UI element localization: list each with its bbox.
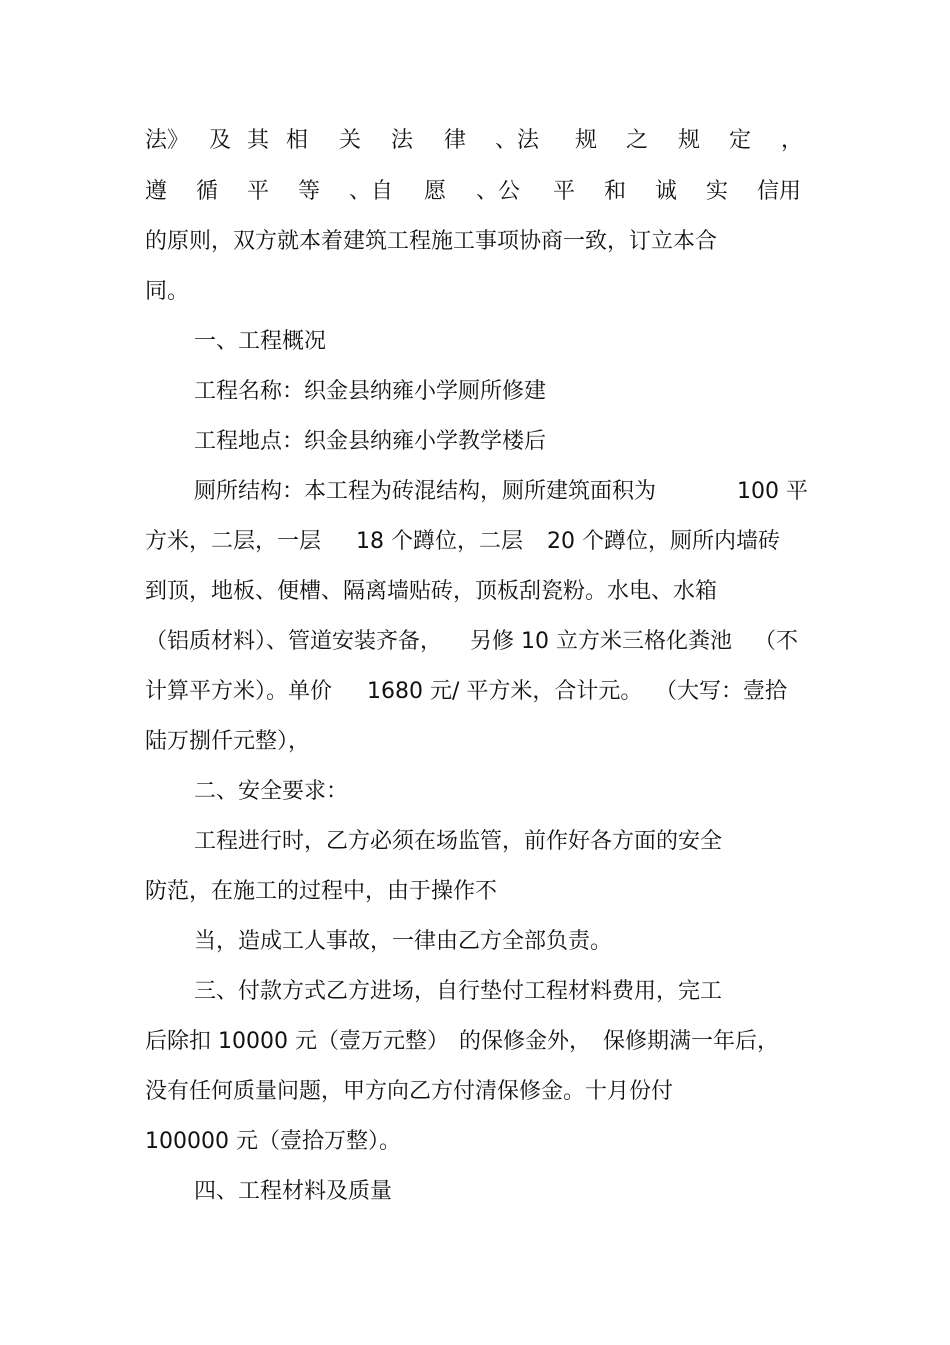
text-fragment: 法》 xyxy=(145,128,190,153)
text-fragment: 保修期满一年后， xyxy=(603,1029,780,1054)
text-fragment: 工程名称：织金县纳雍小学厕所修建 xyxy=(194,379,547,404)
section-heading-2 xyxy=(0,772,950,812)
text-fragment: 的保修金外， xyxy=(459,1029,592,1054)
text-fragment: 律 xyxy=(444,128,467,153)
structure-line-5 xyxy=(0,672,950,712)
text-fragment: 到顶，地板、便槽、隔离墙贴砖，顶板刮瓷粉。水电、水箱 xyxy=(145,579,718,604)
payment-line-3 xyxy=(0,1072,950,1112)
text-fragment: 陆万捌仟元整）， xyxy=(145,729,311,754)
text-fragment: 规 xyxy=(678,128,701,153)
heading-text: 二、安全要求： xyxy=(194,779,349,804)
text-fragment: 、法 xyxy=(495,128,540,153)
text-fragment: 20 个蹲位，厕所内墙砖 xyxy=(547,529,780,554)
text-fragment: 信用 xyxy=(757,179,802,204)
heading-text: 一、工程概况 xyxy=(194,329,327,354)
text-fragment: 实 xyxy=(706,179,729,204)
text-fragment: 愿 xyxy=(424,179,447,204)
text-fragment: 及 xyxy=(209,128,232,153)
text-fragment: 18 个蹲位，二层 xyxy=(356,529,523,554)
text-fragment: 当，造成工人事故，一律由乙方全部负责。 xyxy=(194,929,613,954)
text-fragment: 100 平 xyxy=(737,479,808,504)
text-fragment: 工程进行时，乙方必须在场监管，前作好各方面的安全 xyxy=(194,829,723,854)
text-fragment: 之 xyxy=(626,128,649,153)
text-fragment: 没有任何质量问题，甲方向乙方付清保修金。十月份付 xyxy=(145,1079,674,1104)
text-fragment: 同。 xyxy=(145,279,190,304)
text-fragment: 厕所结构：本工程为砖混结构，厕所建筑面积为 xyxy=(194,479,657,504)
text-fragment: 等 xyxy=(298,179,321,204)
payment-line-2 xyxy=(0,1022,950,1062)
text-fragment: 平 xyxy=(247,179,270,204)
text-fragment: 的原则，双方就本着建筑工程施工事项协商一致，订立本合 xyxy=(145,229,718,254)
payment-line-4 xyxy=(0,1122,950,1162)
text-fragment: 平 xyxy=(553,179,576,204)
structure-line-6 xyxy=(0,722,950,762)
text-fragment: 防范，在施工的过程中，由于操作不 xyxy=(145,879,498,904)
text-fragment: 计算平方米）。单价 xyxy=(145,679,333,704)
text-fragment: 规 xyxy=(575,128,598,153)
structure-line-2 xyxy=(0,522,950,562)
text-fragment: 其 xyxy=(247,128,270,153)
project-name-line xyxy=(0,372,950,412)
text-fragment: 方米，二层，一层 xyxy=(145,529,322,554)
text-fragment: 1680 元/ 平方米，合计元。 xyxy=(367,679,643,704)
text-fragment: 、自 xyxy=(349,179,394,204)
structure-line-3 xyxy=(0,572,950,612)
text-fragment: 100000 元（壹拾万整）。 xyxy=(145,1129,401,1154)
text-fragment: 定 xyxy=(729,128,752,153)
text-fragment: 和 xyxy=(604,179,627,204)
safety-line-2 xyxy=(0,872,950,912)
text-fragment: 后除扣 10000 元（壹万元整） xyxy=(145,1029,449,1054)
text-fragment: 诚 xyxy=(655,179,678,204)
text-fragment: 循 xyxy=(196,179,219,204)
text-fragment: （大写：壹拾 xyxy=(655,679,788,704)
text-line-3 xyxy=(0,222,950,262)
text-fragment: 三、付款方式乙方进场，自行垫付工程材料费用，完工 xyxy=(194,979,723,1004)
text-fragment: （不 xyxy=(754,629,799,654)
text-fragment: 另修 10 立方米三格化粪池 xyxy=(470,629,732,654)
safety-line-1 xyxy=(0,822,950,862)
project-location-line xyxy=(0,422,950,462)
text-fragment: 工程地点：织金县纳雍小学教学楼后 xyxy=(194,429,547,454)
text-line-2 xyxy=(0,172,950,212)
section-heading-4 xyxy=(0,1172,950,1212)
text-fragment: 、公 xyxy=(476,179,521,204)
structure-line-1 xyxy=(0,472,950,512)
text-line-1 xyxy=(0,121,950,161)
text-fragment: 相 xyxy=(286,128,309,153)
text-fragment: 关 xyxy=(339,128,362,153)
structure-line-4 xyxy=(0,622,950,662)
heading-text: 四、工程材料及质量 xyxy=(194,1179,393,1204)
payment-line-1 xyxy=(0,972,950,1012)
text-fragment: ， xyxy=(781,128,804,153)
text-fragment: 法 xyxy=(391,128,414,153)
text-fragment: 遵 xyxy=(145,179,168,204)
safety-line-3 xyxy=(0,922,950,962)
section-heading-1 xyxy=(0,322,950,362)
text-line-4 xyxy=(0,272,950,312)
text-fragment: （铝质材料）、管道安装齐备， xyxy=(145,629,443,654)
